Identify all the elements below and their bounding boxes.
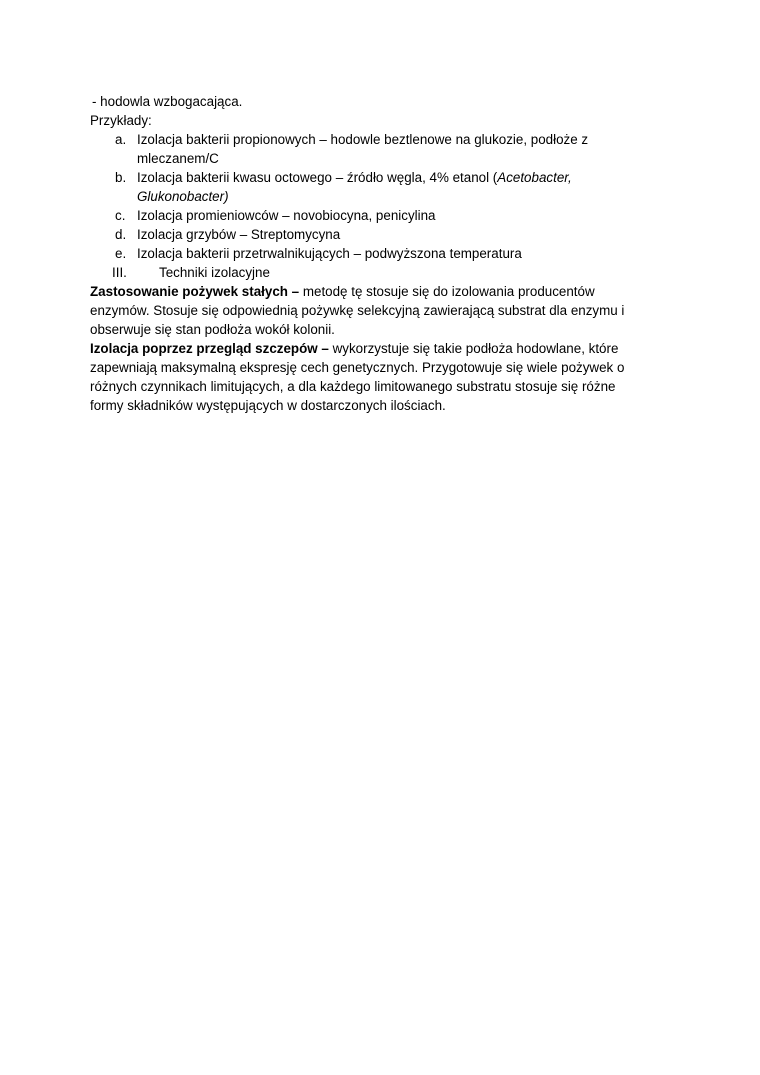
list-item-text [137, 168, 680, 187]
list-marker: e. [115, 246, 127, 261]
list-item [90, 206, 680, 225]
list-item [90, 168, 680, 206]
list-item [90, 225, 680, 244]
paragraph-solid-media [90, 282, 680, 339]
examples-label: Przykłady: [90, 113, 152, 128]
section-heading [90, 263, 680, 282]
list-item [90, 130, 680, 168]
list-marker: a. [115, 132, 127, 147]
paragraph-text: formy składników występujących w dostarczonych ilościach. [90, 398, 446, 413]
list-marker: d. [115, 227, 127, 242]
list-item [90, 244, 680, 263]
list-item-italic-genus: Acetobacter, [497, 170, 572, 185]
list-item-text: Izolacja promieniowców – novobiocyna, penicylina [137, 208, 436, 223]
examples-list [90, 130, 680, 263]
paragraph-text: enzymów. Stosuje się odpowiednią pożywkę selekcyjną zawierającą substrat dla enzymu i [90, 303, 625, 318]
list-marker: c. [115, 208, 126, 223]
paragraph-text: różnych czynnikach limitujących, a dla każdego limitowanego substratu stosuje się różne [90, 379, 616, 394]
list-item-text: Izolacja grzybów – Streptomycyna [137, 227, 341, 242]
paragraph-text: wykorzystuje się takie podłoża hodowlane, które [328, 341, 619, 356]
paragraph-strain-screening [90, 339, 680, 415]
paragraph-text: zapewniają maksymalną ekspresję cech genetycznych. Przygotowuje się wiele pożywek o [90, 360, 625, 375]
paragraph-text: metodę tę stosuje się do izolowania producentów [299, 284, 595, 299]
list-item-text-continuation: mleczanem/C [137, 151, 219, 166]
list-item-italic-genus: Glukonobacter) [137, 189, 229, 204]
paragraph-bold-lead: Izolacja poprzez przegląd szczepów – [90, 341, 329, 356]
document-page [90, 92, 680, 415]
list-item-text: Izolacja bakterii przetrwalnikujących – podwyższona temperatura [137, 246, 522, 261]
list-item-text-continuation [137, 187, 680, 206]
list-marker: b. [115, 170, 127, 185]
list-item-text-prefix: Izolacja bakterii kwasu octowego – źródło węgla, 4% etanol ( [137, 170, 498, 185]
paragraph-bold-lead: Zastosowanie pożywek stałych – [90, 284, 300, 299]
section-title: Techniki izolacyjne [159, 265, 270, 280]
paragraph-text: obserwuje się stan podłoża wokół kolonii. [90, 322, 335, 337]
intro-line: - hodowla wzbogacająca. [92, 94, 243, 109]
section-marker: III. [112, 265, 127, 280]
list-item-text: Izolacja bakterii propionowych – hodowle beztlenowe na glukozie, podłoże z [137, 132, 589, 147]
